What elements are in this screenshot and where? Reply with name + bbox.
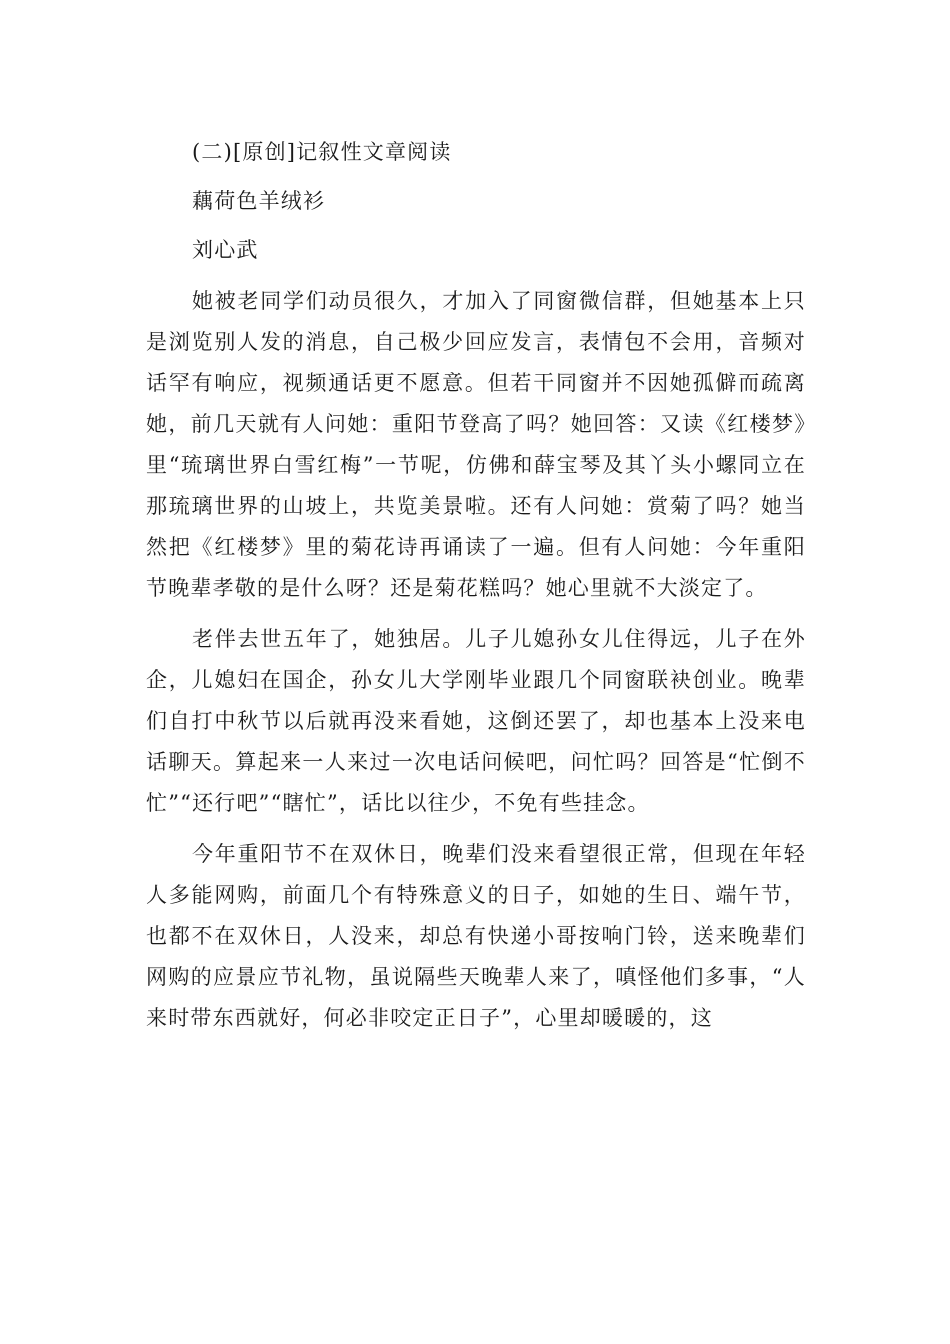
section-heading: (二)[原创]记叙性文章阅读: [192, 140, 452, 164]
paragraph-3: 今年重阳节不在双休日，晚辈们没来看望很正常，但现在年轻人多能网购，前面几个有特殊意义的日子，如她的生日、端午节，也都不在双休日，人没来，却总有快递小哥按响门铃，送来晚辈们网购的应景应节礼物，虽说隔些天晚辈人来了，嗔怪他们多事，“人来时带东西就好，何必非咬定正日子”，心里却暖暖的，这: [146, 842, 806, 1030]
paragraph-2: 老伴去世五年了，她独居。儿子儿媳孙女儿住得远，儿子在外企，儿媳妇在国企，孙女儿大学刚毕业跟几个同窗联袂创业。晚辈们自打中秋节以后就再没来看她，这倒还罢了，却也基本上没来电话聊天。算起来一人来过一次电话问候吧，问忙吗？回答是“忙倒不忙”“还行吧”“瞎忙”，话比以往少，不免有些挂念。: [146, 627, 806, 815]
paragraph-1: 她被老同学们动员很久，才加入了同窗微信群，但她基本上只是浏览别人发的消息，自己极少回应发言，表情包不会用，音频对话罕有响应，视频通话更不愿意。但若干同窗并不因她孤僻而疏离她，前几天就有人问她：重阳节登高了吗？她回答：又读《红楼梦》里“琉璃世界白雪红梅”一节呢，仿佛和薛宝琴及其丫头小螺同立在那琉璃世界的山坡上，共览美景啦。还有人问她：赏菊了吗？她当然把《红楼梦》里的菊花诗再诵读了一遍。但有人问她：今年重阳节晚辈孝敬的是什么呀？还是菊花糕吗？她心里就不大淡定了。: [146, 289, 806, 600]
article-title: 藕荷色羊绒衫: [192, 189, 326, 213]
article-body: [146, 281, 806, 1039]
author-name: 刘心武: [192, 238, 259, 262]
